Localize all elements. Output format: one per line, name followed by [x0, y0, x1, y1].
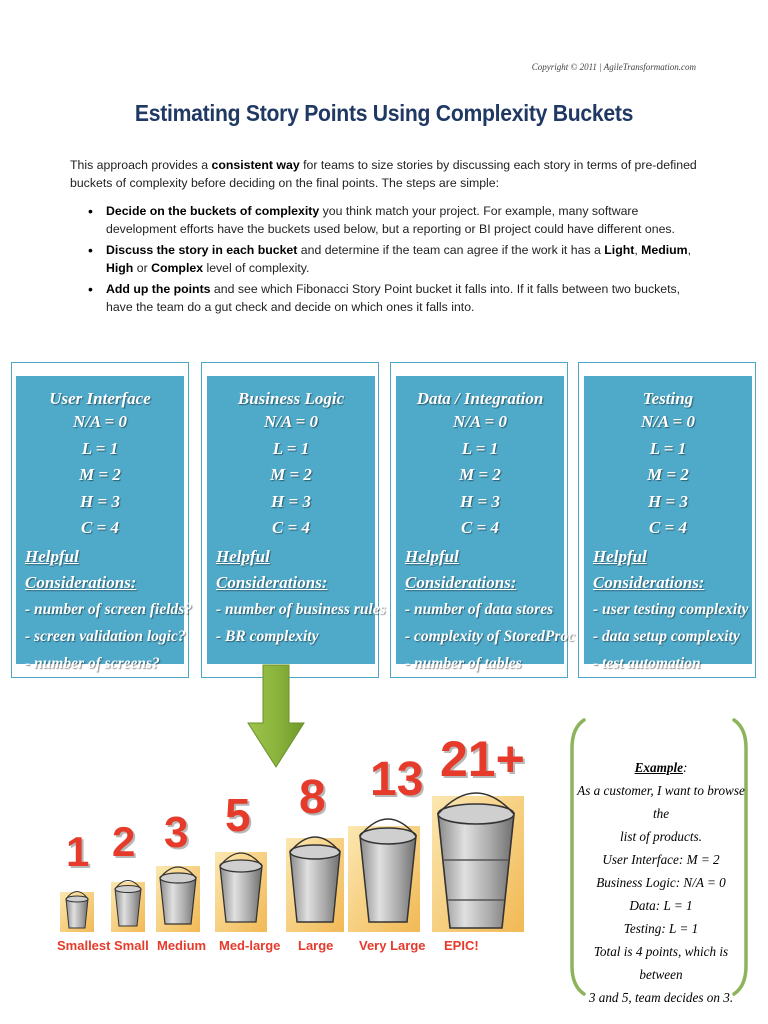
box-value: H = 3 — [648, 491, 688, 511]
box-value: M = 2 — [459, 465, 501, 484]
box-value: C = 4 — [80, 518, 120, 537]
example-line: Business Logic: N/A = 0 — [596, 875, 726, 890]
box-value: H = 3 — [80, 491, 120, 511]
bucket-label: Med-large — [219, 938, 281, 953]
story-point-number: 1 — [66, 828, 90, 875]
box-value: M = 2 — [647, 465, 689, 484]
considerations-label: Helpful Considerations: — [405, 546, 517, 592]
story-point-number: 2 — [112, 818, 136, 865]
intro-text-1: This approach provides a — [70, 158, 212, 172]
consideration-item: - number of business rules — [216, 600, 386, 618]
considerations-label: Helpful Considerations: — [216, 546, 328, 592]
step-text: or — [133, 261, 152, 275]
bucket-label: Small — [114, 938, 149, 953]
box-value: L = 1 — [649, 438, 687, 458]
box-value: L = 1 — [272, 438, 310, 458]
box-value: M = 2 — [79, 465, 121, 484]
box-value: N/A = 0 — [72, 412, 128, 431]
step-bold: Decide on the buckets of complexity — [106, 204, 320, 218]
example-line: As a customer, I want to browse the — [577, 783, 745, 821]
bucket-icon — [220, 853, 262, 922]
story-point-number: 21+ — [440, 731, 525, 787]
story-point-number: 5 — [225, 789, 251, 841]
consideration-item: - number of screen fields? — [25, 600, 193, 618]
consideration-item: - number of screens? — [25, 654, 160, 672]
box-value: H = 3 — [460, 491, 500, 511]
step-bold: High — [106, 261, 134, 275]
bucket-icon — [290, 837, 340, 922]
box-value: N/A = 0 — [452, 412, 508, 431]
consideration-item: - number of data stores — [405, 600, 554, 618]
step-bold: Medium — [641, 243, 688, 257]
step-bold: Complex — [151, 261, 204, 275]
considerations-label: Helpful Considerations: — [593, 546, 705, 592]
step-bold: Light — [604, 243, 635, 257]
example-line: Total is 4 points, which is between — [593, 944, 729, 982]
example-panel — [572, 756, 750, 1009]
bucket-label: Smallest — [57, 938, 111, 953]
bucket-icon — [115, 881, 141, 927]
example-heading-line: Example: — [634, 760, 688, 775]
intro-text-2: for teams to size stories by discussing each story in terms of pre-defined buckets of complexity before deciding on the final points. The steps are simple: — [70, 158, 697, 190]
page-title: Estimating Story Points Using Complexity Buckets — [134, 100, 634, 126]
step-bold: Discuss the story in each bucket — [106, 243, 298, 257]
step-text: you think match your project. For example, many software development efforts have the buckets used below, but a reporting or BI project could have different ones. — [106, 204, 675, 236]
example-line: Data: L = 1 — [629, 898, 693, 913]
box-value: C = 4 — [460, 518, 500, 537]
story-point-number: 3 — [164, 808, 189, 857]
bucket-icon — [66, 892, 88, 929]
box-value: M = 2 — [270, 465, 312, 484]
box-value: H = 3 — [271, 491, 311, 511]
story-point-number: 8 — [299, 771, 326, 824]
box-value: C = 4 — [648, 518, 688, 537]
consideration-item: - BR complexity — [216, 627, 319, 645]
box-heading: Testing — [642, 389, 694, 408]
step-text: , — [687, 243, 692, 257]
step-text: and see which Fibonacci Story Point bucket it falls into. If it falls between two buckets, have the team do a gut check and decide on which ones it falls into. — [106, 282, 681, 314]
box-heading: User Interface — [49, 389, 151, 408]
example-line: User Interface: M = 2 — [602, 852, 720, 867]
box-value: C = 4 — [271, 518, 311, 537]
consideration-item: - number of tables — [405, 654, 522, 672]
bucket-label: Very Large — [359, 938, 426, 953]
consideration-item: - screen validation logic? — [25, 627, 186, 645]
box-value: L = 1 — [81, 438, 119, 458]
bucket-icon — [360, 819, 416, 922]
box-heading: Business Logic — [237, 389, 345, 408]
copyright-notice: Copyright © 2011 | AgileTransformation.com — [531, 62, 696, 72]
bucket-label: Large — [298, 938, 334, 953]
consideration-item: - user testing complexity — [593, 600, 749, 618]
step-text: and determine if the team can agree if the work it has a — [297, 243, 605, 257]
example-heading: Example — [634, 760, 683, 775]
bucket-label: EPIC! — [444, 938, 479, 953]
story-point-number: 13 — [370, 753, 424, 806]
bucket-label: Medium — [157, 938, 207, 953]
consideration-item: - data setup complexity — [593, 627, 740, 645]
step-text: level of complexity. — [203, 261, 310, 275]
intro-bold: consistent way — [211, 158, 300, 172]
example-line: 3 and 5, team decides on 3. — [588, 990, 734, 1005]
example-line: Testing: L = 1 — [623, 921, 699, 936]
box-heading: Data / Integration — [416, 389, 544, 408]
example-line: list of products. — [620, 829, 702, 844]
bucket-icon — [160, 867, 196, 924]
step-bold: Add up the points — [106, 282, 211, 296]
step-text: , — [634, 243, 642, 257]
consideration-item: - test automation — [593, 654, 701, 672]
box-value: N/A = 0 — [263, 412, 319, 431]
bucket-icon — [438, 793, 514, 928]
considerations-label: Helpful Considerations: — [25, 546, 137, 592]
consideration-item: - complexity of StoredProc — [405, 627, 576, 645]
box-value: L = 1 — [461, 438, 499, 458]
box-value: N/A = 0 — [640, 412, 696, 431]
